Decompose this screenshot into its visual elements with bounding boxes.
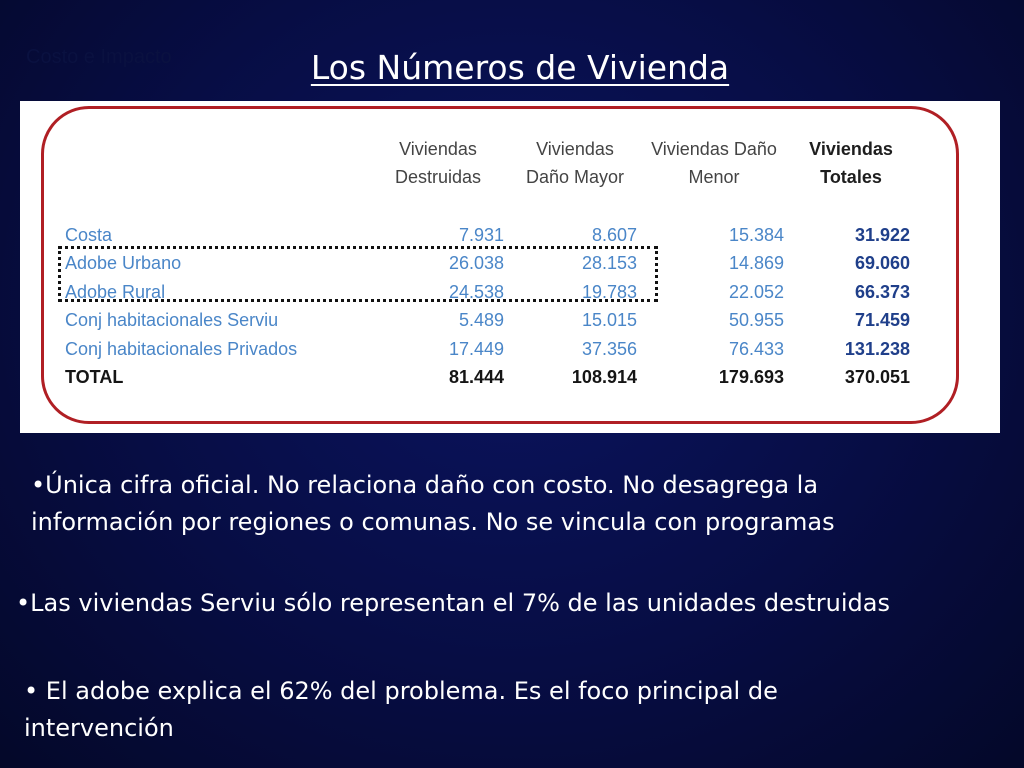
row-destruidas: 24.538 [448, 282, 504, 302]
row-destruidas: 17.449 [448, 339, 504, 359]
table-row [20, 335, 1000, 364]
row-dano-mayor: 15.015 [581, 310, 637, 330]
bullet-2: •Las viviendas Serviu sólo representan el 7% de las unidades destruidas [16, 589, 890, 617]
row-dano-mayor: 37.356 [581, 339, 637, 359]
header-dano-menor: Viviendas Daño Menor [651, 139, 777, 187]
row-name: Conj habitacionales Privados [65, 339, 298, 359]
row-destruidas: 5.489 [458, 310, 504, 330]
bullet-1-line-1: •Única cifra oficial. No relaciona daño con costo. No desagrega la [31, 471, 819, 499]
slide-title: Los Números de Vivienda [310, 48, 730, 87]
row-dano-menor: 179.693 [718, 367, 784, 387]
row-dano-menor: 22.052 [728, 282, 784, 302]
table-row [20, 306, 1000, 335]
row-dano-mayor: 19.783 [581, 282, 637, 302]
row-dano-mayor: 108.914 [571, 367, 637, 387]
table-row [20, 249, 1000, 278]
row-name: Costa [65, 225, 113, 245]
slide-corner-label: Costo e Impacto [26, 46, 172, 68]
header-totales: Viviendas Totales [809, 139, 893, 187]
bullet-3-line-2: intervención [24, 714, 174, 742]
row-totales: 370.051 [844, 367, 910, 387]
row-totales: 131.238 [844, 339, 910, 359]
row-destruidas: 81.444 [448, 367, 504, 387]
row-name: Adobe Urbano [65, 253, 182, 273]
row-dano-menor: 50.955 [728, 310, 784, 330]
table-row [20, 221, 1000, 250]
table-total-row [20, 363, 1000, 392]
row-dano-mayor: 28.153 [581, 253, 637, 273]
bullet-3-line-1: • El adobe explica el 62% del problema. Es el foco principal de [24, 677, 778, 705]
housing-table-panel [20, 101, 1000, 433]
row-dano-menor: 14.869 [728, 253, 784, 273]
row-destruidas: 7.931 [458, 225, 504, 245]
row-destruidas: 26.038 [448, 253, 504, 273]
row-totales: 69.060 [854, 253, 910, 273]
header-dano-mayor: Viviendas Daño Mayor [525, 139, 625, 187]
row-totales: 66.373 [854, 282, 910, 302]
row-name: Conj habitacionales Serviu [65, 310, 279, 330]
bullet-1-line-2: información por regiones o comunas. No se vincula con programas [31, 508, 835, 536]
row-totales: 71.459 [854, 310, 910, 330]
header-destruidas: Viviendas Destruidas [394, 139, 482, 187]
row-dano-mayor: 8.607 [591, 225, 637, 245]
table-row [20, 278, 1000, 307]
row-name: Adobe Rural [65, 282, 166, 302]
row-dano-menor: 76.433 [728, 339, 784, 359]
row-dano-menor: 15.384 [728, 225, 784, 245]
row-totales: 31.922 [854, 225, 910, 245]
row-name: TOTAL [65, 367, 124, 387]
